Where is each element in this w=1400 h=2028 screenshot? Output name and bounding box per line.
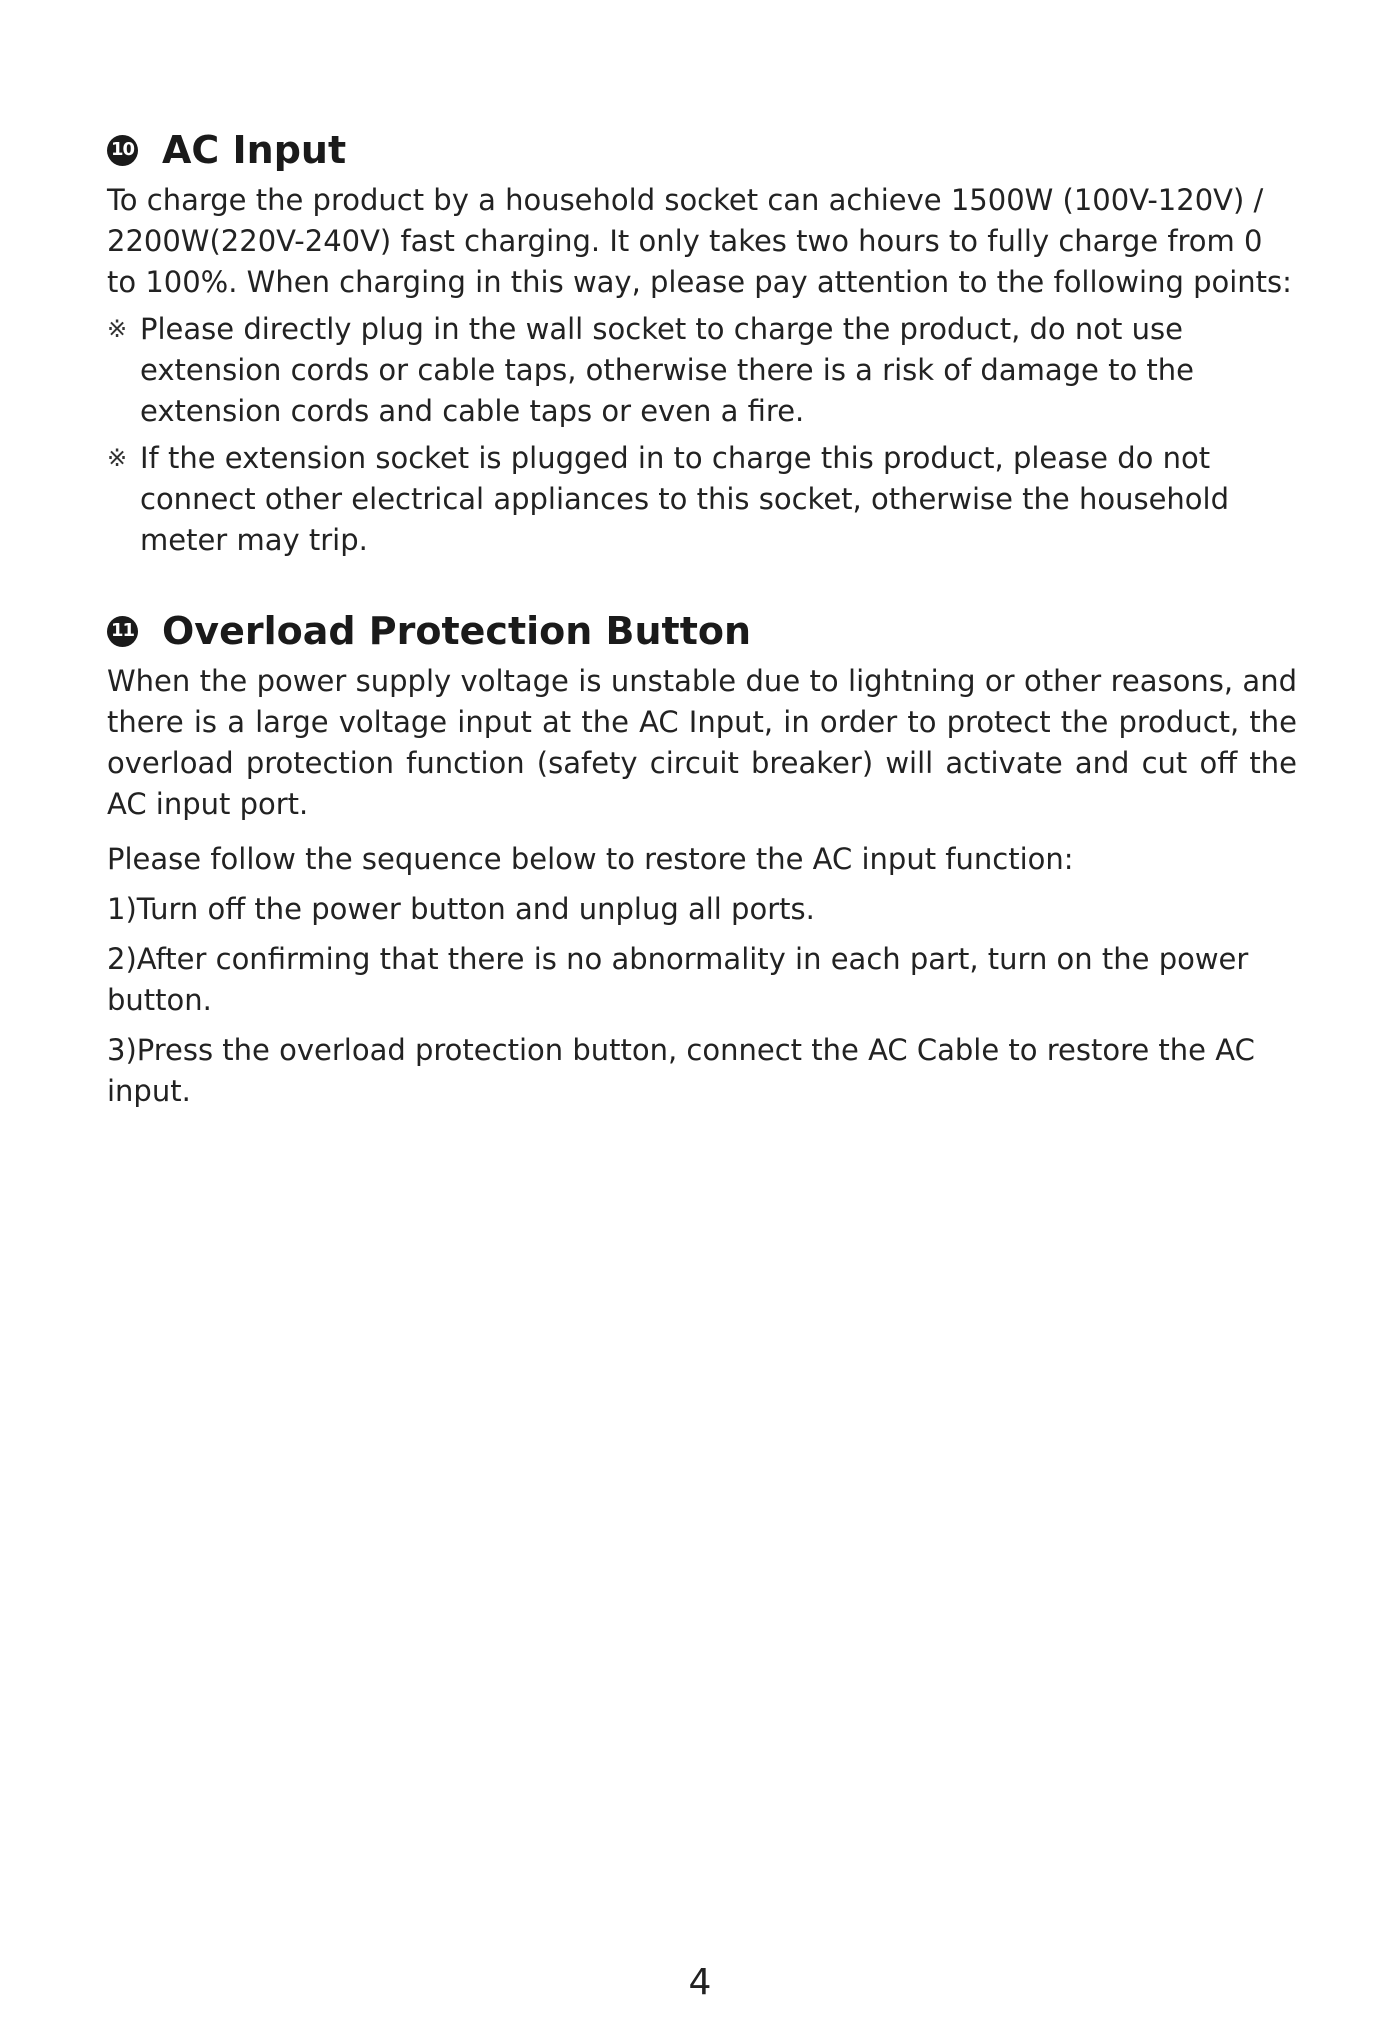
sequence-intro-text: Please follow the sequence below to restore the AC input function: xyxy=(107,842,1074,876)
section-title: Overload Protection Button xyxy=(162,609,752,653)
section-overload-protection xyxy=(107,601,1297,1112)
section-number-badge-icon: 11 xyxy=(107,616,138,647)
step-item: 1)Turn off the power button and unplug all ports. xyxy=(107,892,815,926)
step-item: 2)After confirming that there is no abnormality in each part, turn on the power button. xyxy=(107,942,1249,1017)
section-intro-text: When the power supply voltage is unstable due to lightning or other reasons, and there is a large voltage input at the AC Input, in order to protect the product, the overload protection function (safety circuit breaker) will activate and cut off the AC input port. xyxy=(107,664,1297,821)
note-item xyxy=(107,438,1297,561)
section-number-badge-icon: 10 xyxy=(107,135,138,166)
section-spacer xyxy=(107,561,1297,601)
section-intro-text: To charge the product by a household socket can achieve 1500W (100V-120V) / 2200W(220V-240V) fast charging. It only takes two hours to fully charge from 0 to 100%. When charging in this way, please pay attention to the following points: xyxy=(107,183,1292,299)
note-item xyxy=(107,309,1297,432)
note-text: Please directly plug in the wall socket to charge the product, do not use extension cords or cable taps, otherwise there is a risk of damage to the extension cords and cable taps or even a fire. xyxy=(140,312,1195,428)
reference-mark-icon: ※ xyxy=(107,315,128,343)
page-number: 4 xyxy=(688,1962,712,2003)
section-title: AC Input xyxy=(162,128,347,172)
step-list xyxy=(107,889,1297,1112)
manual-page xyxy=(107,120,1297,1112)
section-heading-ac-input xyxy=(107,120,1297,180)
reference-mark-icon: ※ xyxy=(107,444,128,472)
note-text: If the extension socket is plugged in to charge this product, please do not connect other electrical appliances to this socket, otherwise the household meter may trip. xyxy=(140,441,1230,557)
section-ac-input xyxy=(107,120,1297,561)
step-item: 3)Press the overload protection button, connect the AC Cable to restore the AC input. xyxy=(107,1033,1255,1108)
section-heading-overload-protection xyxy=(107,601,1297,661)
